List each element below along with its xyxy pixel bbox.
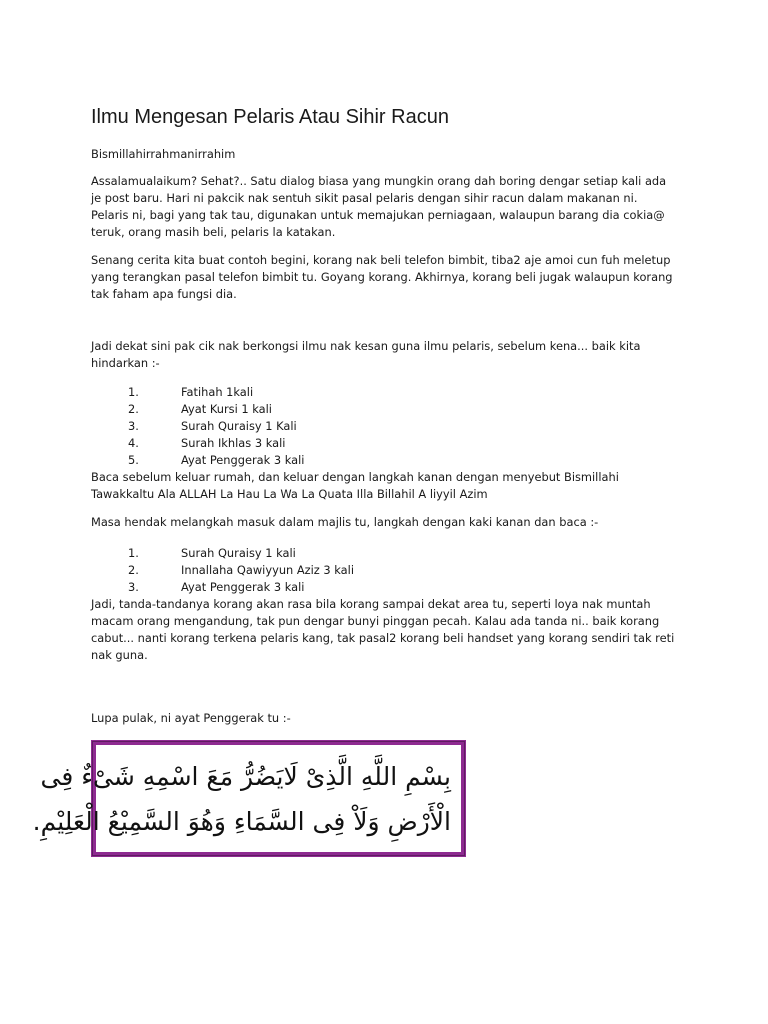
list-number: 2. [128, 402, 139, 416]
list-number: 3. [128, 419, 139, 433]
list-text: Surah Quraisy 1 kali [181, 546, 296, 560]
list-item [0, 418, 768, 435]
text-line: Pelaris ni, bagi yang tak tau, digunakan untuk memajukan perniagaan, walaupun barang dia cokia@ [91, 208, 665, 222]
leave-home-paragraph [91, 469, 691, 503]
list-text: Innallaha Qawiyyun Aziz 3 kali [181, 563, 354, 577]
text-line: macam orang mengandung, tak pun dengar bunyi pinggan pecah. Kalau ada tanda ni.. baik korang [91, 614, 660, 628]
list-number: 1. [128, 385, 139, 399]
list-item [0, 435, 768, 452]
text-line: Lupa pulak, ni ayat Penggerak tu :- [91, 711, 291, 725]
text-line: cabut... nanti korang terkena pelaris kang, tak pasal2 korang beli handset yang korang sendiri tak reti [91, 631, 675, 645]
text-line: teruk, orang masih beli, pelaris la katakan. [91, 225, 336, 239]
page-title: Ilmu Mengesan Pelaris Atau Sihir Racun [91, 106, 449, 128]
list-item [0, 384, 768, 401]
greeting-text: Bismillahirrahmanirrahim [91, 147, 236, 161]
forgot-paragraph [91, 710, 691, 727]
arabic-verse-image [32, 740, 466, 857]
text-line: Jadi, tanda-tandanya korang akan rasa bila korang sampai dekat area tu, seperti loya nak muntah [91, 597, 651, 611]
list-text: Ayat Kursi 1 kali [181, 402, 272, 416]
list-text: Ayat Penggerak 3 kali [181, 453, 305, 467]
text-line: Assalamualaikum? Sehat?.. Satu dialog biasa yang mungkin orang dah boring dengar setiap kali ada [91, 174, 667, 188]
arabic-verse-line: الْأَرْضِ وَلَاْ فِى السَّمَاءِ وَهُوَ السَّمِيْعُ الْعَلِيْمِ. [32, 807, 451, 836]
text-line: hindarkan :- [91, 356, 160, 370]
before-leaving-list [0, 384, 768, 469]
example-paragraph [91, 252, 691, 303]
text-line: Senang cerita kita buat contoh begini, korang nak beli telefon bimbit, tiba2 aje amoi cun fuh meletup [91, 253, 671, 267]
share-paragraph [91, 338, 691, 372]
list-text: Surah Ikhlas 3 kali [181, 436, 286, 450]
text-line: Jadi dekat sini pak cik nak berkongsi ilmu nak kesan guna ilmu pelaris, sebelum kena... baik kita [91, 339, 641, 353]
signs-paragraph [91, 596, 691, 664]
list-number: 2. [128, 563, 139, 577]
list-number: 5. [128, 453, 139, 467]
arabic-verse-line: بِسْمِ اللَّهِ الَّذِىْ لَايَضُرُّ مَعَ اسْمِهِ شَىْءٌ فِى [40, 762, 451, 791]
text-line: Tawakkaltu Ala ALLAH La Hau La Wa La Quata Illa Billahil A liyyil Azim [91, 487, 488, 501]
list-number: 3. [128, 580, 139, 594]
intro-paragraph [91, 173, 691, 241]
list-item [0, 562, 768, 579]
text-line: yang terangkan pasal telefon bimbit tu. Goyang korang. Akhirnya, korang beli jugak walaupun korang [91, 270, 673, 284]
list-item [0, 401, 768, 418]
list-number: 1. [128, 546, 139, 560]
enter-paragraph [91, 514, 691, 531]
text-line: nak guna. [91, 648, 148, 662]
text-line: tak faham apa fungsi dia. [91, 287, 237, 301]
text-line: Baca sebelum keluar rumah, dan keluar dengan langkah kanan dengan menyebut Bismillahi [91, 470, 619, 484]
text-line: Masa hendak melangkah masuk dalam majlis tu, langkah dengan kaki kanan dan baca :- [91, 515, 599, 529]
list-number: 4. [128, 436, 139, 450]
text-line: je post baru. Hari ni pakcik nak sentuh sikit pasal pelaris dengan sihir racun dalam makanan ni. [91, 191, 638, 205]
list-text: Fatihah 1kali [181, 385, 254, 399]
list-item [0, 545, 768, 562]
list-text: Ayat Penggerak 3 kali [181, 580, 305, 594]
list-item [0, 452, 768, 469]
list-text: Surah Quraisy 1 Kali [181, 419, 297, 433]
list-item [0, 579, 768, 596]
entering-list [0, 545, 768, 596]
